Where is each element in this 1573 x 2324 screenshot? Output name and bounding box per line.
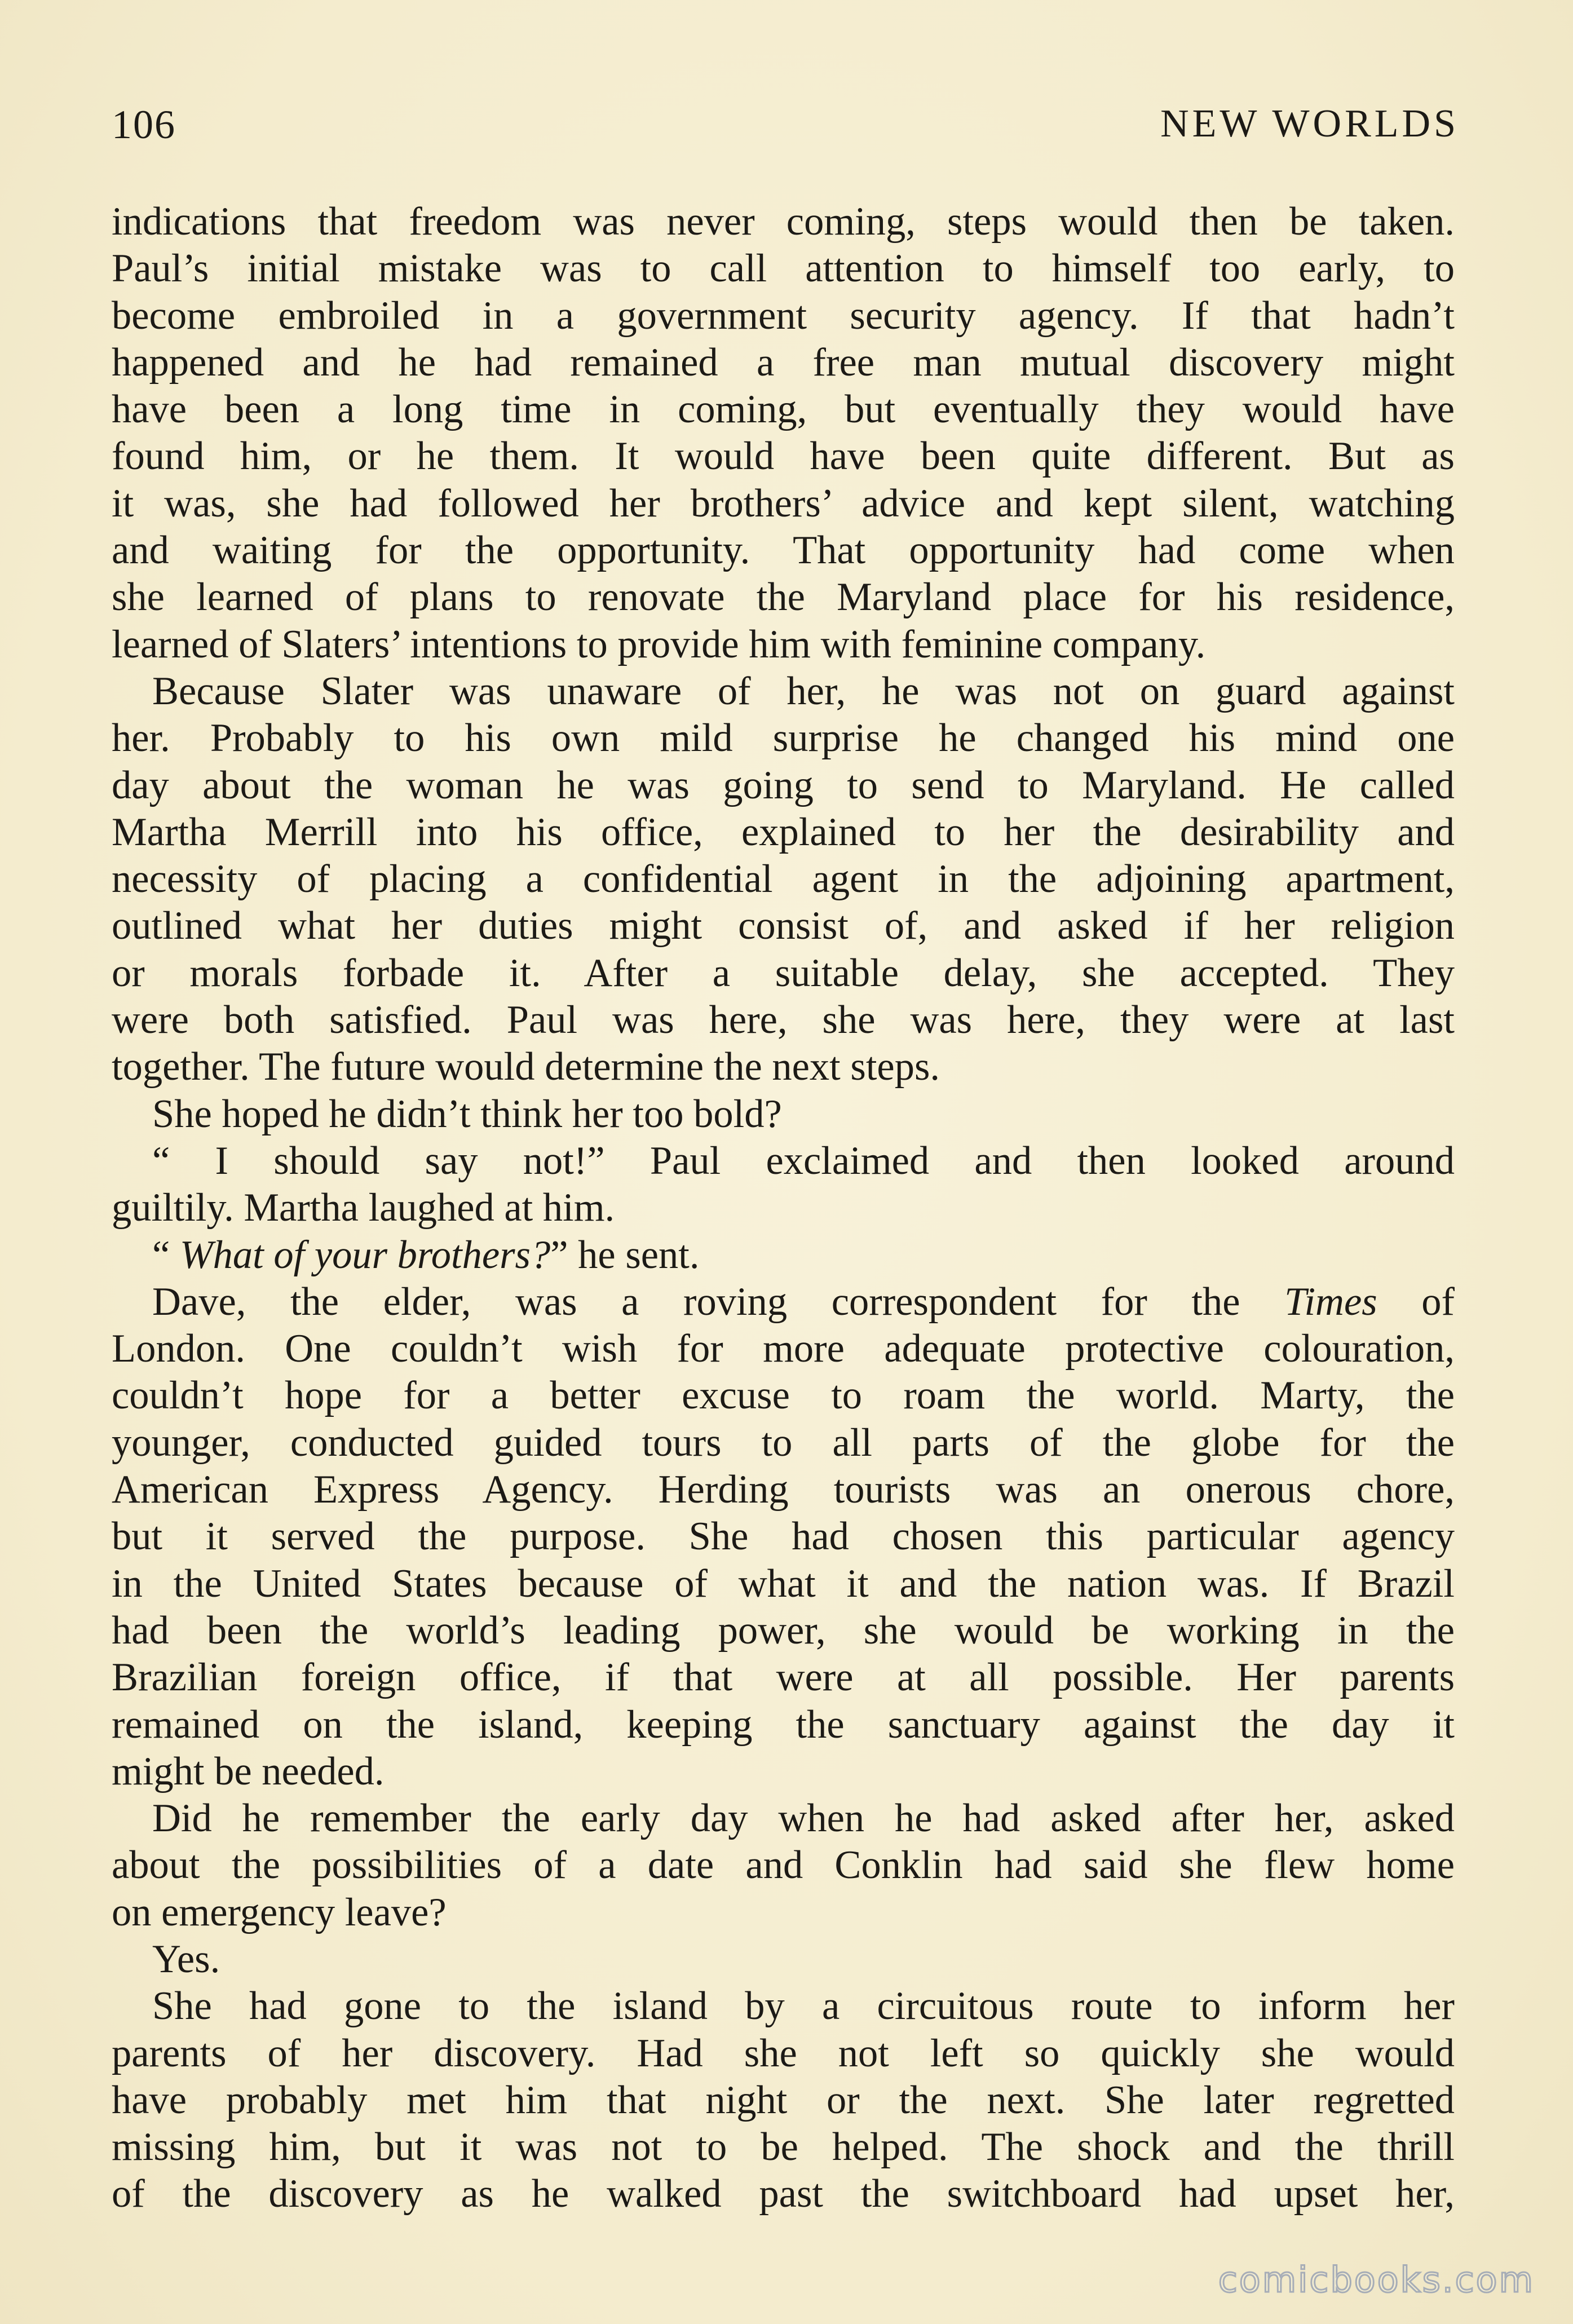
text-line: had been the world’s leading power, she would be working in the (112, 1608, 1455, 1653)
text-line: Because Slater was unaware of her, he was not on guard against (152, 669, 1455, 713)
text-line: happened and he had remained a free man mutual discovery might (112, 340, 1455, 385)
text-line: were both satisfied. Paul was here, she was here, they were at last (112, 998, 1455, 1042)
text-line: day about the woman he was going to send to Maryland. He called (112, 763, 1455, 807)
watermark: comicbooks.com (1218, 2259, 1535, 2300)
text-line: have probably met him that night or the next. She later regretted (112, 2078, 1455, 2122)
text-line: she learned of plans to renovate the Maryland place for his residence, (112, 575, 1455, 620)
text-line: younger, conducted guided tours to all parts of the globe for the (112, 1420, 1455, 1465)
text-line: but it served the purpose. She had chosen this particular agency (112, 1514, 1455, 1559)
text-line: in the United States because of what it and the nation was. If Brazil (112, 1561, 1455, 1606)
text-line: found him, or he them. It would have been quite different. But as (112, 434, 1455, 479)
text-line: parents of her discovery. Had she not left so quickly she would (112, 2031, 1455, 2075)
text-line: Yes. (152, 1937, 220, 1981)
text-line: outlined what her duties might consist of, and asked if her religion (112, 904, 1455, 948)
text-line: her. Probably to his own mild surprise he changed his mind one (112, 716, 1455, 761)
text-line: “ What of your brothers?” he sent. (152, 1232, 700, 1277)
text-line: on emergency leave? (112, 1890, 447, 1934)
running-title: NEW WORLDS (1160, 102, 1459, 145)
text-line: of the discovery as he walked past the switchboard had upset her, (112, 2172, 1455, 2216)
text-line: Dave, the elder, was a roving correspondent for the Times of (152, 1279, 1455, 1324)
text-line: Martha Merrill into his office, explained to her the desirability and (112, 810, 1455, 854)
page-number: 106 (112, 102, 176, 147)
text-line: She hoped he didn’t think her too bold? (152, 1092, 782, 1136)
text-line: become embroiled in a government security agency. If that hadn’t (112, 293, 1455, 338)
text-line: might be needed. (112, 1749, 385, 1793)
text-line: necessity of placing a confidential agent in the adjoining apartment, (112, 857, 1455, 902)
text-line: American Express Agency. Herding tourists was an onerous chore, (112, 1468, 1455, 1512)
text-line: Did he remember the early day when he had asked after her, asked (152, 1796, 1455, 1841)
text-line: Brazilian foreign office, if that were at all possible. Her parents (112, 1655, 1455, 1700)
body-text (112, 198, 1455, 2218)
text-line: guiltily. Martha laughed at him. (112, 1186, 615, 1230)
text-line: She had gone to the island by a circuitous route to inform her (152, 1984, 1455, 2029)
text-line: remained on the island, keeping the sanctuary against the day it (112, 1702, 1455, 1747)
text-line: about the possibilities of a date and Conklin had said she flew home (112, 1843, 1455, 1888)
text-line: “ I should say not!” Paul exclaimed and then looked around (152, 1138, 1455, 1183)
text-line: missing him, but it was not to be helped. The shock and the thrill (112, 2125, 1455, 2170)
text-line: and waiting for the opportunity. That opportunity had come when (112, 528, 1455, 573)
text-line: Paul’s initial mistake was to call attention to himself too early, to (112, 246, 1455, 291)
text-line: learned of Slaters’ intentions to provide him with feminine company. (112, 622, 1206, 666)
text-line: it was, she had followed her brothers’ advice and kept silent, watching (112, 481, 1455, 525)
text-line: indications that freedom was never coming, steps would then be taken. (112, 200, 1455, 244)
text-line: or morals forbade it. After a suitable delay, she accepted. They (112, 951, 1455, 995)
text-line: London. One couldn’t wish for more adequate protective colouration, (112, 1327, 1455, 1371)
running-head (112, 101, 1459, 158)
text-line: together. The future would determine the next steps. (112, 1045, 940, 1089)
text-line: couldn’t hope for a better excuse to roam the world. Marty, the (112, 1373, 1455, 1418)
text-line: have been a long time in coming, but eventually they would have (112, 387, 1455, 432)
